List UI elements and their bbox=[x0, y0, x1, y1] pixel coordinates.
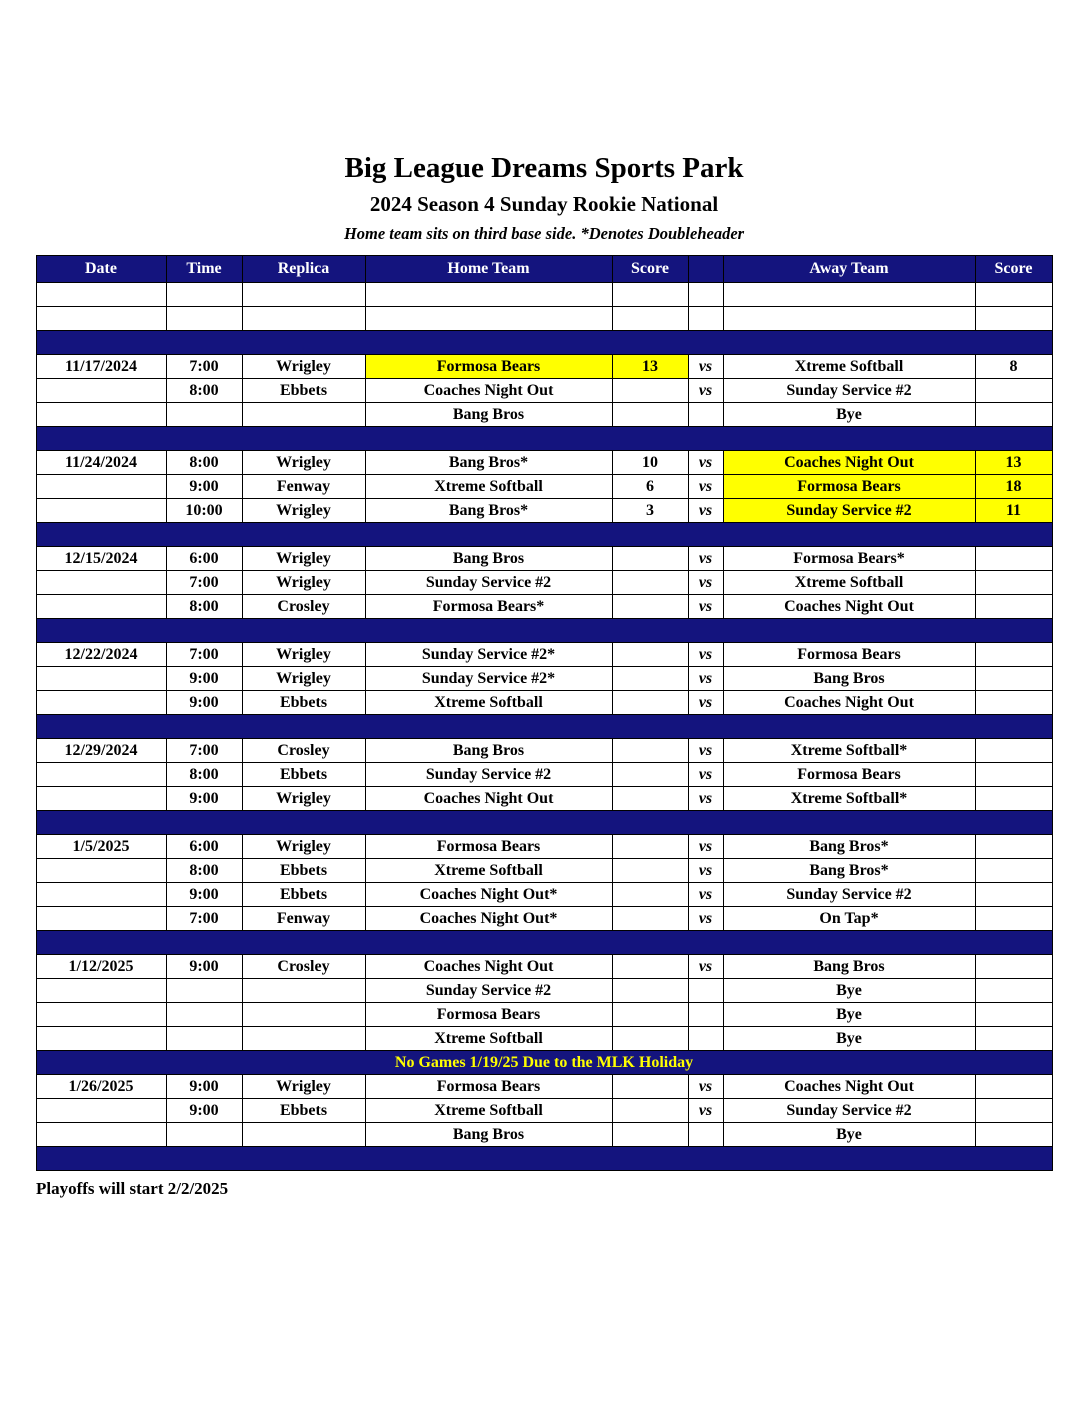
banner-row bbox=[36, 1051, 1052, 1075]
away-cell: Formosa Bears bbox=[723, 643, 975, 667]
empty-cell bbox=[723, 307, 975, 331]
time-cell: 9:00 bbox=[166, 883, 242, 907]
away-score-cell bbox=[975, 691, 1052, 715]
game-row bbox=[36, 859, 1052, 883]
separator-row bbox=[36, 715, 1052, 739]
replica-cell bbox=[242, 979, 365, 1003]
separator-row bbox=[36, 523, 1052, 547]
away-score-cell bbox=[975, 1123, 1052, 1147]
date-cell bbox=[36, 787, 166, 811]
date-cell bbox=[36, 1003, 166, 1027]
column-header-away-team: Away Team bbox=[723, 256, 975, 283]
date-cell: 1/5/2025 bbox=[36, 835, 166, 859]
empty-cell bbox=[166, 307, 242, 331]
empty-cell bbox=[242, 307, 365, 331]
home-score-cell bbox=[612, 667, 688, 691]
vs-cell: vs bbox=[688, 571, 723, 595]
vs-cell: vs bbox=[688, 1099, 723, 1123]
date-cell: 12/22/2024 bbox=[36, 643, 166, 667]
vs-cell: vs bbox=[688, 955, 723, 979]
schedule-table-body bbox=[36, 283, 1052, 1171]
away-score-cell bbox=[975, 1075, 1052, 1099]
replica-cell: Crosley bbox=[242, 595, 365, 619]
home-score-cell bbox=[612, 907, 688, 931]
vs-cell: vs bbox=[688, 883, 723, 907]
game-row bbox=[36, 1075, 1052, 1099]
away-score-cell bbox=[975, 835, 1052, 859]
replica-cell bbox=[242, 1027, 365, 1051]
game-row bbox=[36, 547, 1052, 571]
vs-cell: vs bbox=[688, 739, 723, 763]
date-cell bbox=[36, 595, 166, 619]
game-row bbox=[36, 1123, 1052, 1147]
away-cell: Xtreme Softball* bbox=[723, 787, 975, 811]
home-cell: Formosa Bears* bbox=[365, 595, 612, 619]
time-cell: 7:00 bbox=[166, 739, 242, 763]
home-score-cell bbox=[612, 1003, 688, 1027]
away-score-cell bbox=[975, 787, 1052, 811]
away-score-cell: 18 bbox=[975, 475, 1052, 499]
away-cell: Coaches Night Out bbox=[723, 451, 975, 475]
away-cell: Bye bbox=[723, 1123, 975, 1147]
home-score-cell bbox=[612, 1123, 688, 1147]
date-cell bbox=[36, 1123, 166, 1147]
time-cell bbox=[166, 979, 242, 1003]
replica-cell: Wrigley bbox=[242, 451, 365, 475]
home-score-cell bbox=[612, 763, 688, 787]
time-cell: 9:00 bbox=[166, 955, 242, 979]
separator-cell bbox=[36, 715, 1052, 739]
home-score-cell bbox=[612, 1027, 688, 1051]
away-cell: Coaches Night Out bbox=[723, 691, 975, 715]
away-score-cell bbox=[975, 571, 1052, 595]
time-cell: 9:00 bbox=[166, 691, 242, 715]
vs-cell: vs bbox=[688, 667, 723, 691]
time-cell bbox=[166, 403, 242, 427]
time-cell: 6:00 bbox=[166, 547, 242, 571]
replica-cell: Wrigley bbox=[242, 571, 365, 595]
game-row bbox=[36, 739, 1052, 763]
date-cell bbox=[36, 403, 166, 427]
home-score-cell bbox=[612, 643, 688, 667]
time-cell: 6:00 bbox=[166, 835, 242, 859]
away-cell: Bye bbox=[723, 1027, 975, 1051]
empty-cell bbox=[36, 283, 166, 307]
time-cell: 7:00 bbox=[166, 571, 242, 595]
home-score-cell bbox=[612, 979, 688, 1003]
replica-cell: Wrigley bbox=[242, 643, 365, 667]
date-cell: 11/24/2024 bbox=[36, 451, 166, 475]
home-score-cell bbox=[612, 1099, 688, 1123]
home-cell: Bang Bros bbox=[365, 739, 612, 763]
vs-cell: vs bbox=[688, 643, 723, 667]
date-cell bbox=[36, 979, 166, 1003]
empty-cell bbox=[612, 307, 688, 331]
home-score-cell bbox=[612, 859, 688, 883]
vs-cell bbox=[688, 1003, 723, 1027]
empty-cell bbox=[688, 283, 723, 307]
game-row bbox=[36, 955, 1052, 979]
vs-cell: vs bbox=[688, 475, 723, 499]
page-title: Big League Dreams Sports Park bbox=[344, 152, 744, 184]
empty-cell bbox=[723, 283, 975, 307]
game-row bbox=[36, 787, 1052, 811]
away-cell: Bang Bros bbox=[723, 955, 975, 979]
date-cell bbox=[36, 667, 166, 691]
away-score-cell bbox=[975, 667, 1052, 691]
playoffs-note: Playoffs will start 2/2/2025 bbox=[36, 1179, 229, 1199]
game-row bbox=[36, 571, 1052, 595]
replica-cell: Wrigley bbox=[242, 547, 365, 571]
separator-row bbox=[36, 427, 1052, 451]
away-score-cell bbox=[975, 763, 1052, 787]
time-cell: 8:00 bbox=[166, 451, 242, 475]
game-row bbox=[36, 595, 1052, 619]
date-cell: 1/12/2025 bbox=[36, 955, 166, 979]
home-cell: Sunday Service #2 bbox=[365, 763, 612, 787]
game-row bbox=[36, 1027, 1052, 1051]
date-cell: 12/29/2024 bbox=[36, 739, 166, 763]
replica-cell: Ebbets bbox=[242, 883, 365, 907]
home-cell: Xtreme Softball bbox=[365, 1027, 612, 1051]
replica-cell: Wrigley bbox=[242, 1075, 365, 1099]
replica-cell: Ebbets bbox=[242, 763, 365, 787]
home-cell: Coaches Night Out* bbox=[365, 907, 612, 931]
vs-cell: vs bbox=[688, 835, 723, 859]
home-cell: Sunday Service #2 bbox=[365, 979, 612, 1003]
home-cell: Formosa Bears bbox=[365, 1075, 612, 1099]
column-header-home-score: Score bbox=[612, 256, 688, 283]
away-score-cell bbox=[975, 859, 1052, 883]
empty-cell bbox=[612, 283, 688, 307]
away-score-cell bbox=[975, 595, 1052, 619]
game-row bbox=[36, 475, 1052, 499]
replica-cell: Wrigley bbox=[242, 355, 365, 379]
home-score-cell bbox=[612, 547, 688, 571]
away-score-cell bbox=[975, 739, 1052, 763]
time-cell: 9:00 bbox=[166, 1075, 242, 1099]
column-header-replica: Replica bbox=[242, 256, 365, 283]
replica-cell: Ebbets bbox=[242, 691, 365, 715]
game-row bbox=[36, 643, 1052, 667]
replica-cell: Wrigley bbox=[242, 787, 365, 811]
replica-cell: Fenway bbox=[242, 475, 365, 499]
vs-cell: vs bbox=[688, 1075, 723, 1099]
home-cell: Bang Bros bbox=[365, 403, 612, 427]
separator-cell bbox=[36, 427, 1052, 451]
time-cell: 10:00 bbox=[166, 499, 242, 523]
away-cell: Sunday Service #2 bbox=[723, 379, 975, 403]
home-cell: Sunday Service #2* bbox=[365, 643, 612, 667]
empty-cell bbox=[166, 283, 242, 307]
replica-cell: Wrigley bbox=[242, 835, 365, 859]
date-cell bbox=[36, 763, 166, 787]
home-score-cell: 3 bbox=[612, 499, 688, 523]
table-header-row bbox=[36, 256, 1052, 283]
game-row bbox=[36, 1003, 1052, 1027]
column-header-away-score: Score bbox=[975, 256, 1052, 283]
game-row bbox=[36, 979, 1052, 1003]
vs-cell bbox=[688, 1123, 723, 1147]
vs-cell: vs bbox=[688, 787, 723, 811]
home-score-cell bbox=[612, 883, 688, 907]
home-cell: Coaches Night Out bbox=[365, 787, 612, 811]
empty-row bbox=[36, 307, 1052, 331]
replica-cell: Fenway bbox=[242, 907, 365, 931]
home-cell: Bang Bros bbox=[365, 547, 612, 571]
vs-cell bbox=[688, 979, 723, 1003]
vs-cell: vs bbox=[688, 547, 723, 571]
home-score-cell bbox=[612, 403, 688, 427]
home-cell: Bang Bros bbox=[365, 1123, 612, 1147]
away-score-cell bbox=[975, 379, 1052, 403]
home-cell: Bang Bros* bbox=[365, 451, 612, 475]
date-cell bbox=[36, 1027, 166, 1051]
separator-cell bbox=[36, 331, 1052, 355]
home-score-cell bbox=[612, 955, 688, 979]
away-cell: Coaches Night Out bbox=[723, 1075, 975, 1099]
vs-cell: vs bbox=[688, 499, 723, 523]
home-cell: Formosa Bears bbox=[365, 835, 612, 859]
date-cell bbox=[36, 475, 166, 499]
away-cell: Bye bbox=[723, 1003, 975, 1027]
date-cell bbox=[36, 571, 166, 595]
time-cell: 9:00 bbox=[166, 475, 242, 499]
away-score-cell bbox=[975, 955, 1052, 979]
game-row bbox=[36, 499, 1052, 523]
away-cell: Coaches Night Out bbox=[723, 595, 975, 619]
vs-cell bbox=[688, 1027, 723, 1051]
separator-row bbox=[36, 331, 1052, 355]
home-score-cell bbox=[612, 571, 688, 595]
away-cell: On Tap* bbox=[723, 907, 975, 931]
time-cell bbox=[166, 1003, 242, 1027]
away-score-cell bbox=[975, 1099, 1052, 1123]
away-score-cell: 11 bbox=[975, 499, 1052, 523]
home-score-cell: 10 bbox=[612, 451, 688, 475]
home-cell: Coaches Night Out* bbox=[365, 883, 612, 907]
empty-cell bbox=[242, 283, 365, 307]
game-row bbox=[36, 883, 1052, 907]
date-cell bbox=[36, 907, 166, 931]
away-score-cell: 13 bbox=[975, 451, 1052, 475]
column-header-time: Time bbox=[166, 256, 242, 283]
away-cell: Bang Bros bbox=[723, 667, 975, 691]
away-cell: Bang Bros* bbox=[723, 835, 975, 859]
time-cell: 7:00 bbox=[166, 643, 242, 667]
home-score-cell: 6 bbox=[612, 475, 688, 499]
separator-cell bbox=[36, 1147, 1052, 1171]
game-row bbox=[36, 403, 1052, 427]
home-score-cell bbox=[612, 1075, 688, 1099]
home-score-cell bbox=[612, 379, 688, 403]
empty-cell bbox=[975, 307, 1052, 331]
vs-cell: vs bbox=[688, 859, 723, 883]
time-cell bbox=[166, 1027, 242, 1051]
replica-cell bbox=[242, 1123, 365, 1147]
replica-cell bbox=[242, 403, 365, 427]
empty-cell bbox=[365, 307, 612, 331]
home-cell: Bang Bros* bbox=[365, 499, 612, 523]
home-cell: Xtreme Softball bbox=[365, 475, 612, 499]
replica-cell: Wrigley bbox=[242, 499, 365, 523]
time-cell: 9:00 bbox=[166, 667, 242, 691]
separator-cell bbox=[36, 619, 1052, 643]
vs-cell: vs bbox=[688, 763, 723, 787]
home-cell: Sunday Service #2 bbox=[365, 571, 612, 595]
away-score-cell bbox=[975, 907, 1052, 931]
away-score-cell bbox=[975, 643, 1052, 667]
schedule-note: Home team sits on third base side. *Denotes Doubleheader bbox=[343, 224, 745, 244]
game-row bbox=[36, 451, 1052, 475]
home-score-cell bbox=[612, 739, 688, 763]
replica-cell: Wrigley bbox=[242, 667, 365, 691]
vs-cell: vs bbox=[688, 379, 723, 403]
date-cell bbox=[36, 379, 166, 403]
away-score-cell bbox=[975, 403, 1052, 427]
home-cell: Formosa Bears bbox=[365, 355, 612, 379]
away-cell: Xtreme Softball bbox=[723, 571, 975, 595]
replica-cell bbox=[242, 1003, 365, 1027]
home-score-cell: 13 bbox=[612, 355, 688, 379]
away-score-cell bbox=[975, 883, 1052, 907]
home-score-cell bbox=[612, 691, 688, 715]
column-header-date: Date bbox=[36, 256, 166, 283]
date-cell: 12/15/2024 bbox=[36, 547, 166, 571]
schedule-table bbox=[36, 255, 1053, 1171]
time-cell: 8:00 bbox=[166, 763, 242, 787]
column-header-vs bbox=[688, 256, 723, 283]
game-row bbox=[36, 691, 1052, 715]
vs-cell: vs bbox=[688, 907, 723, 931]
home-cell: Formosa Bears bbox=[365, 1003, 612, 1027]
away-cell: Bang Bros* bbox=[723, 859, 975, 883]
home-cell: Coaches Night Out bbox=[365, 955, 612, 979]
time-cell: 8:00 bbox=[166, 859, 242, 883]
date-cell: 11/17/2024 bbox=[36, 355, 166, 379]
separator-row bbox=[36, 619, 1052, 643]
game-row bbox=[36, 355, 1052, 379]
home-score-cell bbox=[612, 835, 688, 859]
time-cell: 7:00 bbox=[166, 907, 242, 931]
date-cell bbox=[36, 691, 166, 715]
game-row bbox=[36, 907, 1052, 931]
away-cell: Bye bbox=[723, 403, 975, 427]
replica-cell: Ebbets bbox=[242, 379, 365, 403]
empty-cell bbox=[36, 307, 166, 331]
away-cell: Sunday Service #2 bbox=[723, 883, 975, 907]
away-cell: Formosa Bears bbox=[723, 475, 975, 499]
away-score-cell bbox=[975, 979, 1052, 1003]
home-cell: Coaches Night Out bbox=[365, 379, 612, 403]
date-cell bbox=[36, 859, 166, 883]
home-cell: Sunday Service #2* bbox=[365, 667, 612, 691]
separator-cell bbox=[36, 931, 1052, 955]
page-subtitle: 2024 Season 4 Sunday Rookie National bbox=[369, 192, 719, 217]
game-row bbox=[36, 667, 1052, 691]
time-cell: 9:00 bbox=[166, 1099, 242, 1123]
replica-cell: Ebbets bbox=[242, 859, 365, 883]
away-score-cell bbox=[975, 547, 1052, 571]
away-score-cell: 8 bbox=[975, 355, 1052, 379]
replica-cell: Crosley bbox=[242, 955, 365, 979]
game-row bbox=[36, 379, 1052, 403]
empty-cell bbox=[365, 283, 612, 307]
away-score-cell bbox=[975, 1003, 1052, 1027]
date-cell bbox=[36, 499, 166, 523]
replica-cell: Ebbets bbox=[242, 1099, 365, 1123]
vs-cell: vs bbox=[688, 691, 723, 715]
home-cell: Xtreme Softball bbox=[365, 691, 612, 715]
home-score-cell bbox=[612, 787, 688, 811]
game-row bbox=[36, 1099, 1052, 1123]
away-cell: Formosa Bears bbox=[723, 763, 975, 787]
time-cell bbox=[166, 1123, 242, 1147]
date-cell: 1/26/2025 bbox=[36, 1075, 166, 1099]
empty-row bbox=[36, 283, 1052, 307]
vs-cell: vs bbox=[688, 595, 723, 619]
date-cell bbox=[36, 883, 166, 907]
vs-cell: vs bbox=[688, 355, 723, 379]
time-cell: 8:00 bbox=[166, 595, 242, 619]
game-row bbox=[36, 835, 1052, 859]
away-cell: Sunday Service #2 bbox=[723, 499, 975, 523]
empty-cell bbox=[688, 307, 723, 331]
no-games-banner: No Games 1/19/25 Due to the MLK Holiday bbox=[36, 1051, 1052, 1075]
separator-row bbox=[36, 811, 1052, 835]
away-cell: Formosa Bears* bbox=[723, 547, 975, 571]
replica-cell: Crosley bbox=[242, 739, 365, 763]
game-row bbox=[36, 763, 1052, 787]
vs-cell: vs bbox=[688, 451, 723, 475]
date-cell bbox=[36, 1099, 166, 1123]
separator-cell bbox=[36, 811, 1052, 835]
separator-cell bbox=[36, 523, 1052, 547]
away-cell: Xtreme Softball* bbox=[723, 739, 975, 763]
home-cell: Xtreme Softball bbox=[365, 1099, 612, 1123]
home-cell: Xtreme Softball bbox=[365, 859, 612, 883]
vs-cell bbox=[688, 403, 723, 427]
away-cell: Xtreme Softball bbox=[723, 355, 975, 379]
time-cell: 9:00 bbox=[166, 787, 242, 811]
away-cell: Bye bbox=[723, 979, 975, 1003]
home-score-cell bbox=[612, 595, 688, 619]
away-score-cell bbox=[975, 1027, 1052, 1051]
separator-row bbox=[36, 1147, 1052, 1171]
column-header-home-team: Home Team bbox=[365, 256, 612, 283]
empty-cell bbox=[975, 283, 1052, 307]
time-cell: 8:00 bbox=[166, 379, 242, 403]
away-cell: Sunday Service #2 bbox=[723, 1099, 975, 1123]
separator-row bbox=[36, 931, 1052, 955]
time-cell: 7:00 bbox=[166, 355, 242, 379]
